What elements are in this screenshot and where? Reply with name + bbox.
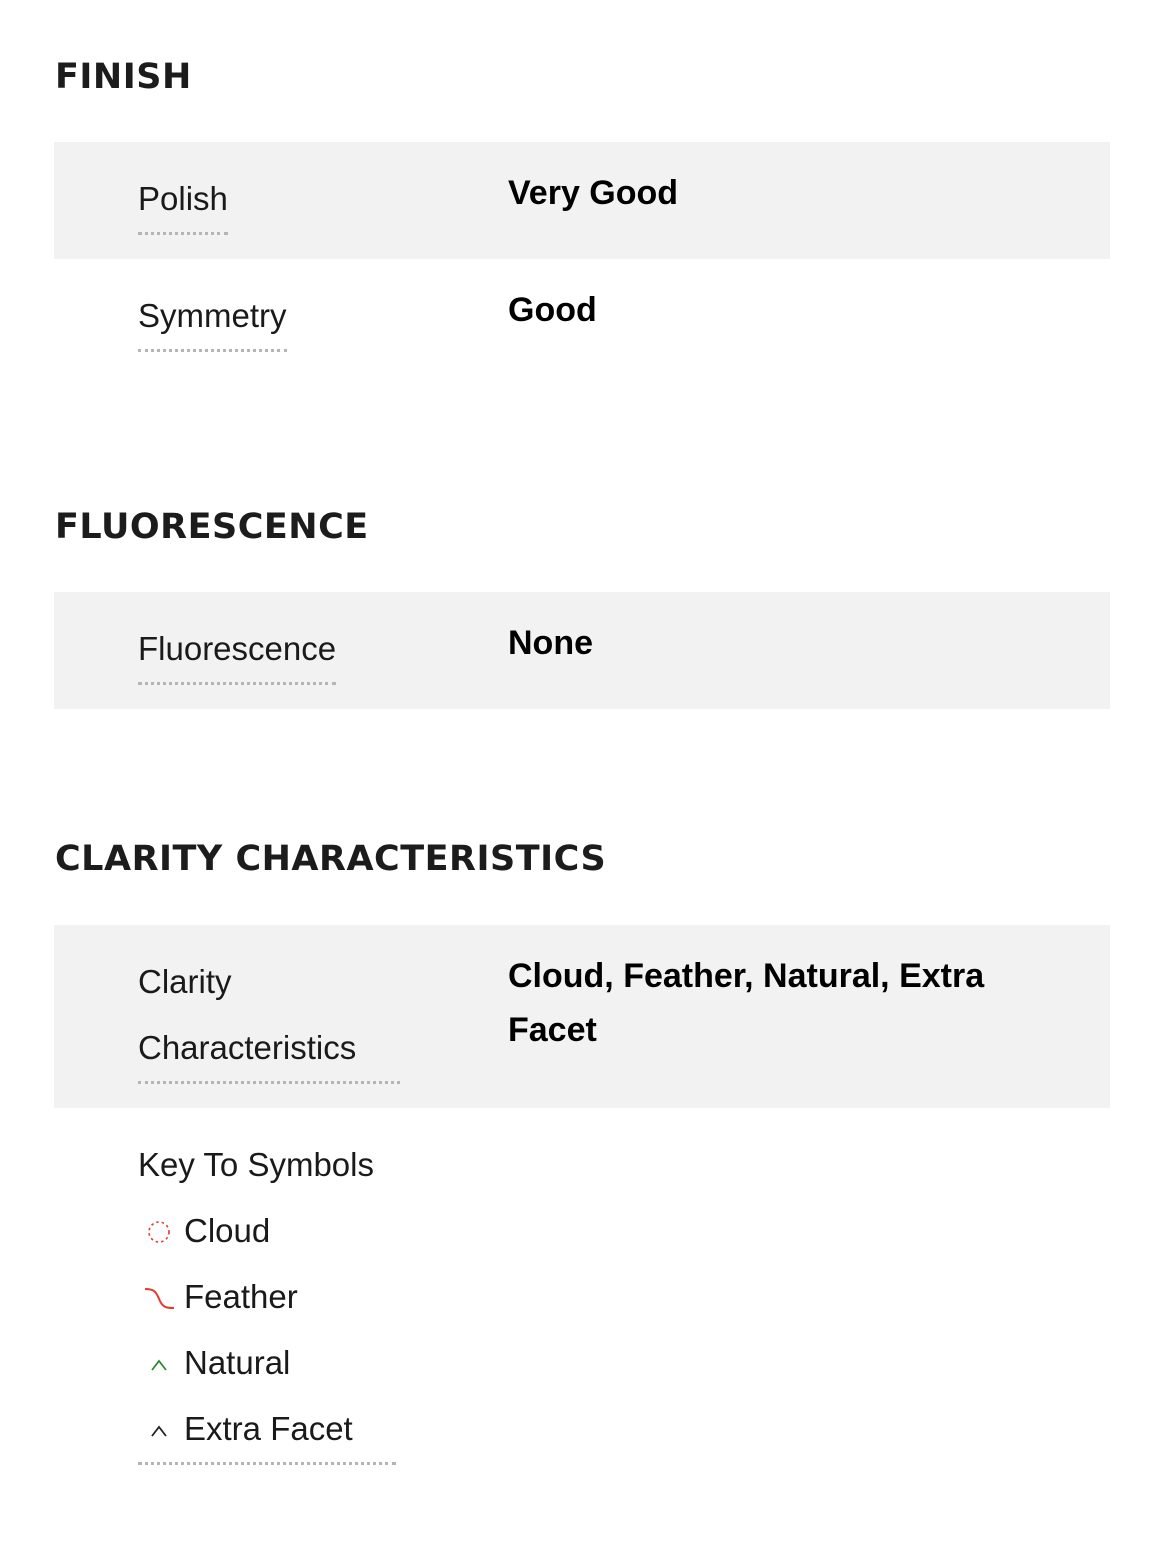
fluorescence-value: None [508,624,593,662]
key-item-label: Cloud [184,1212,271,1249]
natural-icon [144,1349,174,1379]
extra-facet-icon [144,1415,174,1445]
clarity-label-line1: Clarity [138,963,232,1000]
clarity-characteristics-label[interactable] [138,949,400,1084]
key-to-symbols-title: Key To Symbols [138,1146,374,1183]
section-title-finish: FINISH [55,57,192,97]
key-item-label: Natural [184,1344,291,1381]
symmetry-value: Good [508,291,597,329]
section-title-clarity-characteristics: CLARITY CHARACTERISTICS [55,839,607,879]
key-item-extra-facet [138,1396,396,1462]
key-item-natural [138,1330,396,1396]
table-row-clarity-characteristics [54,925,1110,1108]
table-row-fluorescence [54,592,1110,709]
key-to-symbols[interactable] [138,1132,396,1465]
polish-label[interactable]: Polish [138,166,228,235]
table-row-polish [54,142,1110,259]
key-item-cloud [138,1198,396,1264]
cloud-icon [144,1217,174,1247]
polish-value: Very Good [508,174,679,212]
fluorescence-label[interactable]: Fluorescence [138,616,336,685]
key-item-label: Extra Facet [184,1410,353,1447]
key-item-feather [138,1264,396,1330]
section-title-fluorescence: FLUORESCENCE [55,507,369,547]
table-row-symmetry [54,259,1110,376]
clarity-label-line2: Characteristics [138,1029,357,1066]
feather-icon [144,1283,174,1313]
key-item-label: Feather [184,1278,298,1315]
clarity-characteristics-value: Cloud, Feather, Natural, Extra Facet [508,957,985,1049]
symmetry-label[interactable]: Symmetry [138,283,287,352]
